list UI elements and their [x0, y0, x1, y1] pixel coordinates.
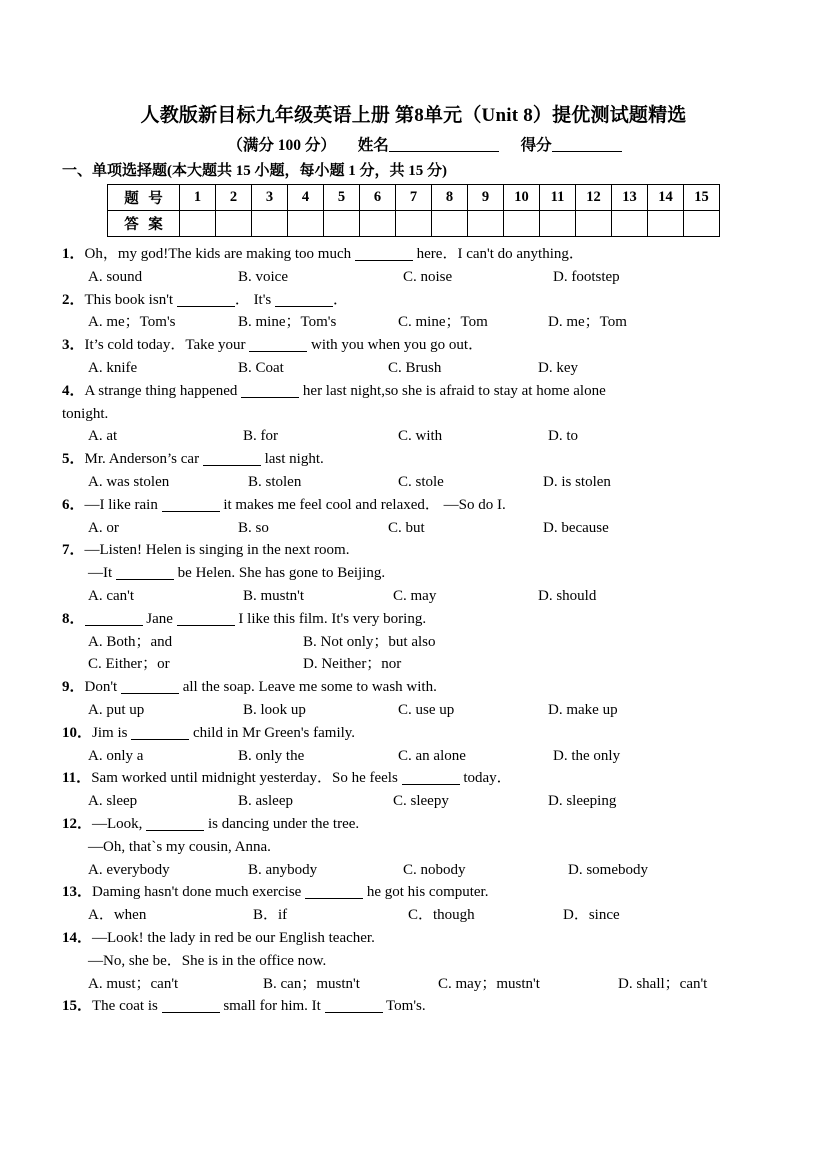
question-text: Jim is	[92, 724, 132, 741]
question-text: Oh，my god!The kids are making too much	[84, 246, 355, 262]
question-item	[62, 448, 765, 494]
question-stem	[62, 289, 765, 312]
answer-blank[interactable]	[249, 351, 307, 352]
option-a[interactable]: A. me；Tom's	[88, 314, 176, 331]
question-stem	[62, 608, 765, 631]
option-c[interactable]: C. mine；Tom	[398, 314, 488, 331]
question-stem	[62, 813, 765, 836]
score-name-line	[62, 133, 765, 155]
option-d[interactable]: D. make up	[548, 701, 618, 718]
grid-number-cell: 14	[648, 185, 684, 211]
question-text-tail: here．I can't do anything．	[412, 246, 584, 262]
answer-blank[interactable]	[305, 898, 363, 899]
option-b[interactable]: B. can；mustn't	[263, 975, 360, 992]
option-b[interactable]: B. Not only；but also	[303, 633, 436, 650]
question-stem	[62, 380, 765, 403]
question-text: Don't	[84, 679, 121, 696]
question-item	[62, 494, 765, 540]
question-text: —Look,	[92, 815, 147, 832]
question-item	[62, 722, 765, 768]
option-c[interactable]: C. Brush	[388, 359, 442, 376]
grid-answer-cell[interactable]	[216, 211, 252, 237]
question-text-tail: child in Mr Green's family.	[189, 724, 356, 741]
name-blank[interactable]	[389, 136, 499, 153]
question-options	[62, 790, 765, 813]
question-number: 15．	[62, 998, 93, 1015]
option-b[interactable]: B. for	[243, 428, 278, 445]
option-d[interactable]: D. should	[538, 587, 597, 604]
grid-number-cell: 8	[432, 185, 468, 211]
question-options	[62, 631, 765, 654]
grid-number-cell: 5	[324, 185, 360, 211]
option-c[interactable]: C. noise	[403, 268, 453, 285]
question-stem	[62, 881, 765, 904]
question-stem	[62, 995, 765, 1018]
name-field	[358, 133, 499, 155]
question-options	[62, 699, 765, 722]
question-number: 10．	[62, 724, 93, 741]
answer-blank[interactable]	[402, 784, 460, 785]
answer-blank[interactable]	[325, 1012, 383, 1013]
option-c[interactable]: C. an alone	[398, 747, 466, 764]
answer-blank[interactable]	[203, 465, 261, 466]
grid-answer-cell[interactable]	[612, 211, 648, 237]
option-c[interactable]: C. with	[398, 428, 443, 445]
question-stem	[62, 243, 765, 266]
question-options	[62, 357, 765, 380]
question-stem	[62, 722, 765, 745]
question-stem	[62, 767, 765, 790]
question-options	[62, 585, 765, 608]
grid-row-label-answer: 答 案	[108, 211, 180, 237]
grid-answer-cell[interactable]	[180, 211, 216, 237]
grid-answer-cell[interactable]	[648, 211, 684, 237]
grid-answer-cell[interactable]	[684, 211, 720, 237]
option-d[interactable]: D. footstep	[553, 268, 620, 285]
question-item	[62, 995, 765, 1018]
question-item	[62, 676, 765, 722]
question-number: 6．	[62, 496, 85, 513]
grid-number-cell: 1	[180, 185, 216, 211]
option-c[interactable]: C. nobody	[403, 861, 466, 878]
question-number: 5．	[62, 451, 85, 468]
question-number: 1．	[62, 246, 85, 262]
question-text-tail: Tom's.	[382, 998, 426, 1015]
option-b[interactable]: B．if	[253, 907, 288, 924]
question-text: It’s cold today．Take your	[84, 337, 250, 354]
question-options	[62, 904, 765, 927]
question-text: —Look! the lady in red be our English teacher.	[92, 929, 375, 946]
question-item	[62, 881, 765, 927]
option-d[interactable]: D. to	[548, 428, 578, 445]
section-one-heading: 一、单项选择题(本大题共 15 小题，每小题 1 分，共 15 分)	[62, 163, 447, 179]
question-text-tail: is dancing under the tree.	[204, 815, 360, 832]
answer-blank[interactable]	[121, 693, 179, 694]
question-text-mid: small for him. It	[219, 998, 325, 1015]
option-a[interactable]: A. sound	[88, 268, 143, 285]
question-number: 12．	[62, 815, 93, 832]
option-d[interactable]: D. the only	[553, 747, 621, 764]
question-number: 2．	[62, 291, 85, 308]
grid-answer-cell[interactable]	[504, 211, 540, 237]
question-number: 4．	[62, 382, 85, 399]
question-text: —Listen! Helen is singing in the next room.	[84, 542, 350, 559]
question-text-tail: ．	[333, 291, 349, 308]
grid-answer-cell[interactable]	[432, 211, 468, 237]
question-text-tail: he got his computer.	[363, 884, 489, 901]
question-text-tail: last night.	[260, 451, 324, 468]
question-item	[62, 927, 765, 995]
option-b[interactable]: B. mustn't	[243, 587, 305, 604]
answer-blank[interactable]	[85, 625, 143, 626]
grid-answer-cell[interactable]	[288, 211, 324, 237]
question-text-mid: ． It's	[234, 291, 276, 308]
question-stem	[62, 334, 765, 357]
option-b[interactable]: B. stolen	[248, 473, 302, 490]
question-continuation	[62, 562, 765, 585]
question-text: This book isn't	[84, 291, 177, 308]
question-text-tail: I like this film. It's very boring.	[234, 610, 427, 627]
answer-grid	[107, 184, 720, 237]
question-item	[62, 608, 765, 676]
option-a[interactable]: A. can't	[88, 587, 135, 604]
option-d[interactable]: D. somebody	[568, 861, 648, 878]
grid-number-cell: 6	[360, 185, 396, 211]
question-options	[62, 425, 765, 448]
option-d[interactable]: D. shall；can't	[618, 975, 708, 992]
option-d[interactable]: D. key	[538, 359, 578, 376]
option-a[interactable]: A. everybody	[88, 861, 170, 878]
question-text: The coat is	[92, 998, 162, 1015]
grid-number-cell: 12	[576, 185, 612, 211]
option-b[interactable]: B. voice	[238, 268, 288, 285]
answer-blank[interactable]	[162, 511, 220, 512]
grid-answer-cell[interactable]	[396, 211, 432, 237]
option-a[interactable]: A．when	[88, 907, 147, 924]
option-d[interactable]: D. Neither；nor	[303, 656, 402, 673]
question-continuation: —Oh, that`s my cousin, Anna.	[88, 838, 271, 855]
option-d[interactable]: D. because	[543, 519, 609, 536]
full-marks-label: （满分 100 分）	[227, 137, 336, 154]
option-a[interactable]: A. was stolen	[88, 473, 170, 490]
question-text-tail: today．	[459, 770, 512, 787]
grid-number-cell: 4	[288, 185, 324, 211]
question-continuation: —No, she be．She is in the office now.	[88, 952, 327, 969]
grid-answer-cell[interactable]	[252, 211, 288, 237]
question-item	[62, 767, 765, 813]
grid-number-cell: 2	[216, 185, 252, 211]
name-label: 姓名	[357, 137, 389, 154]
question-number: 11．	[62, 770, 92, 787]
option-c[interactable]: C. use up	[398, 701, 455, 718]
question-options-2	[62, 653, 765, 676]
option-b[interactable]: B. Coat	[238, 359, 284, 376]
question-text-tail: her last night,so she is afraid to stay at home alone	[299, 382, 606, 399]
option-d[interactable]: D. is stolen	[543, 473, 611, 490]
option-c[interactable]: C. sleepy	[393, 793, 449, 810]
option-c[interactable]: C．though	[408, 907, 475, 924]
question-text-tail: with you when you go out．	[307, 337, 484, 354]
grid-number-cell: 3	[252, 185, 288, 211]
question-text: Daming hasn't done much exercise	[92, 884, 306, 901]
question-number: 13．	[62, 884, 93, 901]
option-c[interactable]: C. may；mustn't	[438, 975, 540, 992]
continuation-text: —It	[88, 565, 116, 582]
question-text-tail: all the soap. Leave me some to wash with.	[178, 679, 437, 696]
question-text: Sam worked until midnight yesterday．So he feels	[91, 770, 402, 787]
option-d[interactable]: D．since	[563, 907, 620, 924]
question-item	[62, 380, 765, 448]
question-options	[62, 471, 765, 494]
page-title: 人教版新目标九年级英语上册 第8单元（Unit 8）提优测试题精选	[140, 105, 687, 126]
question-text-tail: it makes me feel cool and relaxed． —So do I.	[219, 496, 506, 513]
option-a[interactable]: A. only a	[88, 747, 144, 764]
question-number: 7．	[62, 542, 85, 559]
question-stem	[62, 494, 765, 517]
question-text: Mr. Anderson’s car	[84, 451, 203, 468]
option-a[interactable]: A. knife	[88, 359, 138, 376]
answer-blank[interactable]	[177, 306, 235, 307]
grid-number-cell: 10	[504, 185, 540, 211]
question-item	[62, 243, 765, 289]
option-b[interactable]: B. asleep	[238, 793, 293, 810]
answer-blank[interactable]	[116, 579, 174, 580]
question-text: A strange thing happened	[84, 382, 242, 399]
question-stem	[62, 676, 765, 699]
option-a[interactable]: A. at	[88, 428, 118, 445]
answer-blank[interactable]	[241, 397, 299, 398]
table-row	[108, 211, 720, 237]
grid-answer-cell[interactable]	[576, 211, 612, 237]
question-number: 3．	[62, 337, 85, 354]
option-a[interactable]: A. or	[88, 519, 119, 536]
score-blank[interactable]	[552, 136, 622, 153]
grid-answer-cell[interactable]	[324, 211, 360, 237]
option-a[interactable]: A. Both；and	[88, 633, 173, 650]
grid-number-cell: 13	[612, 185, 648, 211]
option-a[interactable]: A. put up	[88, 701, 145, 718]
grid-row-label-number: 题 号	[108, 185, 180, 211]
grid-number-cell: 11	[540, 185, 576, 211]
score-field	[521, 133, 622, 155]
option-b[interactable]: B. mine；Tom's	[238, 314, 337, 331]
question-stem	[62, 539, 765, 562]
question-options	[62, 859, 765, 882]
question-text: —I like rain	[84, 496, 162, 513]
question-item	[62, 539, 765, 607]
question-options	[62, 745, 765, 768]
question-stem	[62, 927, 765, 950]
option-c[interactable]: C. but	[388, 519, 425, 536]
option-d[interactable]: D. me；Tom	[548, 314, 627, 331]
question-options	[62, 517, 765, 540]
score-label: 得分	[520, 137, 552, 154]
grid-number-cell: 9	[468, 185, 504, 211]
option-b[interactable]: B. only the	[238, 747, 305, 764]
question-item	[62, 813, 765, 881]
grid-number-cell: 15	[684, 185, 720, 211]
answer-blank[interactable]	[355, 260, 413, 261]
table-row	[108, 185, 720, 211]
question-options	[62, 311, 765, 334]
question-item	[62, 334, 765, 380]
option-a[interactable]: A. must；can't	[88, 975, 179, 992]
option-b[interactable]: B. anybody	[248, 861, 318, 878]
option-c[interactable]: C. may	[393, 587, 437, 604]
option-a[interactable]: A. sleep	[88, 793, 138, 810]
option-c[interactable]: C. stole	[398, 473, 444, 490]
question-options	[62, 266, 765, 289]
answer-blank[interactable]	[177, 625, 235, 626]
grid-answer-cell[interactable]	[468, 211, 504, 237]
option-b[interactable]: B. look up	[243, 701, 306, 718]
question-number: 8．	[62, 610, 85, 627]
option-d[interactable]: D. sleeping	[548, 793, 617, 810]
grid-answer-cell[interactable]	[360, 211, 396, 237]
question-item	[62, 289, 765, 335]
question-text: Jane	[142, 610, 177, 627]
option-c[interactable]: C. Either；or	[88, 656, 170, 673]
question-number: 9．	[62, 679, 85, 696]
answer-blank[interactable]	[146, 830, 204, 831]
question-stem	[62, 448, 765, 471]
question-number: 14．	[62, 929, 93, 946]
question-options	[62, 973, 765, 996]
grid-answer-cell[interactable]	[540, 211, 576, 237]
question-continuation: tonight.	[62, 405, 109, 422]
answer-blank[interactable]	[131, 739, 189, 740]
option-b[interactable]: B. so	[238, 519, 269, 536]
continuation-text-tail: be Helen. She has gone to Beijing.	[173, 565, 386, 582]
answer-blank[interactable]	[275, 306, 333, 307]
answer-blank[interactable]	[162, 1012, 220, 1013]
grid-number-cell: 7	[396, 185, 432, 211]
